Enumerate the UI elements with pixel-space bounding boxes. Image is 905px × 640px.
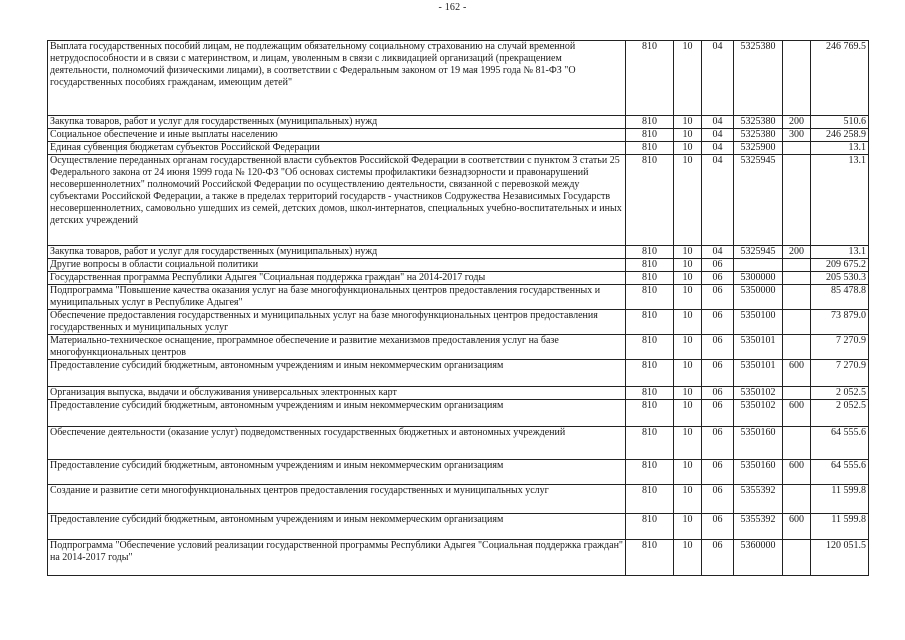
row-name: Осуществление переданных органам государственной власти субъектов Российской Федерации в соответствии с пунктом 3 статьи 25 Федерального закона от 24 июня 1999 года № 120-ФЗ "Об основах системы профилактики безнадзорности и правонарушений несовершеннолетних" полномочий Российской Федерации по осуществлению деятельности, связанной с перевозкой между субъектами Российской Федерации, а также в пределах территорий государств - участников Содружества Независимых Государств несовершеннолетних, самовольно ушедших из семей, детских домов, школ-интернатов, специальных учебно-воспитательных и иных детских учреждений xyxy=(48,155,626,246)
table-row xyxy=(48,310,869,335)
row-expense-type-code: 300 xyxy=(783,129,811,142)
row-section-code: 10 xyxy=(674,360,702,387)
row-ministry-code: 810 xyxy=(626,514,674,540)
row-ministry-code: 810 xyxy=(626,272,674,285)
table-row xyxy=(48,246,869,259)
row-section-code: 10 xyxy=(674,335,702,360)
row-name: Предоставление субсидий бюджетным, автономным учреждениям и иным некоммерческим организациям xyxy=(48,400,626,427)
row-amount: 64 555.6 xyxy=(811,427,869,460)
table-row xyxy=(48,155,869,246)
row-section-code: 10 xyxy=(674,272,702,285)
row-amount: 120 051.5 xyxy=(811,540,869,576)
row-subsection-code: 04 xyxy=(702,142,734,155)
row-name: Закупка товаров, работ и услуг для государственных (муниципальных) нужд xyxy=(48,116,626,129)
row-expense-type-code: 600 xyxy=(783,514,811,540)
row-target-code: 5350000 xyxy=(734,285,783,310)
row-amount: 7 270.9 xyxy=(811,360,869,387)
row-amount: 209 675.2 xyxy=(811,259,869,272)
row-ministry-code: 810 xyxy=(626,155,674,246)
row-amount: 510.6 xyxy=(811,116,869,129)
row-ministry-code: 810 xyxy=(626,259,674,272)
row-section-code: 10 xyxy=(674,155,702,246)
row-amount: 7 270.9 xyxy=(811,335,869,360)
row-expense-type-code xyxy=(783,41,811,116)
row-target-code: 5355392 xyxy=(734,514,783,540)
row-target-code: 5350102 xyxy=(734,400,783,427)
row-target-code xyxy=(734,259,783,272)
row-expense-type-code xyxy=(783,155,811,246)
row-amount: 205 530.3 xyxy=(811,272,869,285)
table-row xyxy=(48,387,869,400)
row-section-code: 10 xyxy=(674,259,702,272)
row-expense-type-code: 200 xyxy=(783,116,811,129)
row-expense-type-code: 200 xyxy=(783,246,811,259)
row-amount: 2 052.5 xyxy=(811,400,869,427)
table-row xyxy=(48,540,869,576)
row-amount: 246 769.5 xyxy=(811,41,869,116)
row-subsection-code: 06 xyxy=(702,360,734,387)
row-name: Предоставление субсидий бюджетным, автономным учреждениям и иным некоммерческим организациям xyxy=(48,360,626,387)
row-target-code: 5350102 xyxy=(734,387,783,400)
row-expense-type-code xyxy=(783,259,811,272)
row-subsection-code: 06 xyxy=(702,285,734,310)
row-target-code: 5325380 xyxy=(734,116,783,129)
row-expense-type-code xyxy=(783,427,811,460)
table-row xyxy=(48,116,869,129)
table-row xyxy=(48,400,869,427)
row-subsection-code: 06 xyxy=(702,400,734,427)
row-amount: 2 052.5 xyxy=(811,387,869,400)
row-amount: 13.1 xyxy=(811,246,869,259)
row-ministry-code: 810 xyxy=(626,387,674,400)
row-expense-type-code xyxy=(783,310,811,335)
row-subsection-code: 06 xyxy=(702,485,734,514)
row-amount: 11 599.8 xyxy=(811,514,869,540)
row-ministry-code: 810 xyxy=(626,116,674,129)
row-subsection-code: 06 xyxy=(702,259,734,272)
row-section-code: 10 xyxy=(674,142,702,155)
budget-table-body xyxy=(48,41,869,576)
row-name: Выплата государственных пособий лицам, не подлежащим обязательному социальному страхованию на случай временной нетрудоспособности и в связи с материнством, и лицам, уволенным в связи с ликвидацией организаций (прекращением деятельности, полномочий физическими лицами), в соответствии с Федеральным законом от 19 мая 1995 года № 81-ФЗ "О государственных пособиях гражданам, имеющим детей" xyxy=(48,41,626,116)
row-ministry-code: 810 xyxy=(626,285,674,310)
row-subsection-code: 06 xyxy=(702,427,734,460)
row-amount: 73 879.0 xyxy=(811,310,869,335)
row-expense-type-code xyxy=(783,540,811,576)
table-row xyxy=(48,285,869,310)
row-target-code: 5355392 xyxy=(734,485,783,514)
row-section-code: 10 xyxy=(674,514,702,540)
row-target-code: 5325945 xyxy=(734,246,783,259)
row-ministry-code: 810 xyxy=(626,360,674,387)
row-section-code: 10 xyxy=(674,387,702,400)
row-subsection-code: 06 xyxy=(702,540,734,576)
row-target-code: 5325380 xyxy=(734,129,783,142)
row-expense-type-code xyxy=(783,285,811,310)
row-expense-type-code xyxy=(783,335,811,360)
row-section-code: 10 xyxy=(674,400,702,427)
row-name: Обеспечение предоставления государственных и муниципальных услуг на базе многофункциональных центров предоставления государственных и муниципальных услуг xyxy=(48,310,626,335)
row-target-code: 5325900 xyxy=(734,142,783,155)
row-expense-type-code: 600 xyxy=(783,460,811,485)
row-ministry-code: 810 xyxy=(626,41,674,116)
row-subsection-code: 04 xyxy=(702,246,734,259)
row-subsection-code: 06 xyxy=(702,310,734,335)
row-subsection-code: 04 xyxy=(702,116,734,129)
row-name: Предоставление субсидий бюджетным, автономным учреждениям и иным некоммерческим организациям xyxy=(48,514,626,540)
row-subsection-code: 06 xyxy=(702,387,734,400)
row-expense-type-code xyxy=(783,485,811,514)
budget-table xyxy=(47,40,869,576)
row-target-code: 5350160 xyxy=(734,427,783,460)
table-row xyxy=(48,259,869,272)
table-row xyxy=(48,272,869,285)
row-target-code: 5360000 xyxy=(734,540,783,576)
row-amount: 246 258.9 xyxy=(811,129,869,142)
row-target-code: 5350100 xyxy=(734,310,783,335)
row-target-code: 5350160 xyxy=(734,460,783,485)
row-target-code: 5300000 xyxy=(734,272,783,285)
row-subsection-code: 04 xyxy=(702,41,734,116)
row-name: Материально-техническое оснащение, программное обеспечение и развитие механизмов предоставления услуг на базе многофункциональных центров xyxy=(48,335,626,360)
table-row xyxy=(48,129,869,142)
row-name: Другие вопросы в области социальной политики xyxy=(48,259,626,272)
row-amount: 85 478.8 xyxy=(811,285,869,310)
row-expense-type-code: 600 xyxy=(783,400,811,427)
row-name: Создание и развитие сети многофункциональных центров предоставления государственных и муниципальных услуг xyxy=(48,485,626,514)
row-name: Подпрограмма "Повышение качества оказания услуг на базе многофункциональных центров предоставления государственных и муниципальных услуг в Республике Адыгея" xyxy=(48,285,626,310)
row-target-code: 5350101 xyxy=(734,360,783,387)
row-section-code: 10 xyxy=(674,460,702,485)
row-section-code: 10 xyxy=(674,116,702,129)
row-ministry-code: 810 xyxy=(626,310,674,335)
row-ministry-code: 810 xyxy=(626,427,674,460)
row-expense-type-code xyxy=(783,142,811,155)
table-row xyxy=(48,142,869,155)
row-section-code: 10 xyxy=(674,285,702,310)
row-target-code: 5325380 xyxy=(734,41,783,116)
row-expense-type-code xyxy=(783,387,811,400)
row-section-code: 10 xyxy=(674,246,702,259)
row-section-code: 10 xyxy=(674,485,702,514)
row-ministry-code: 810 xyxy=(626,400,674,427)
row-amount: 13.1 xyxy=(811,155,869,246)
page-number: - 162 - xyxy=(438,2,467,13)
row-name: Подпрограмма "Обеспечение условий реализации государственной программы Республики Адыгея "Социальная поддержка граждан" на 2014-2017 годы" xyxy=(48,540,626,576)
row-subsection-code: 06 xyxy=(702,514,734,540)
row-expense-type-code xyxy=(783,272,811,285)
row-name: Государственная программа Республики Адыгея "Социальная поддержка граждан" на 2014-2017 годы xyxy=(48,272,626,285)
row-expense-type-code: 600 xyxy=(783,360,811,387)
row-name: Организация выпуска, выдачи и обслуживания универсальных электронных карт xyxy=(48,387,626,400)
table-row xyxy=(48,460,869,485)
row-ministry-code: 810 xyxy=(626,129,674,142)
row-ministry-code: 810 xyxy=(626,335,674,360)
row-target-code: 5325945 xyxy=(734,155,783,246)
row-name: Предоставление субсидий бюджетным, автономным учреждениям и иным некоммерческим организациям xyxy=(48,460,626,485)
row-section-code: 10 xyxy=(674,540,702,576)
table-row xyxy=(48,485,869,514)
row-section-code: 10 xyxy=(674,310,702,335)
row-ministry-code: 810 xyxy=(626,540,674,576)
row-subsection-code: 06 xyxy=(702,272,734,285)
row-name: Закупка товаров, работ и услуг для государственных (муниципальных) нужд xyxy=(48,246,626,259)
row-section-code: 10 xyxy=(674,129,702,142)
table-row xyxy=(48,427,869,460)
row-ministry-code: 810 xyxy=(626,142,674,155)
row-section-code: 10 xyxy=(674,41,702,116)
row-amount: 13.1 xyxy=(811,142,869,155)
table-row xyxy=(48,335,869,360)
row-subsection-code: 06 xyxy=(702,460,734,485)
table-row xyxy=(48,514,869,540)
table-row xyxy=(48,360,869,387)
row-ministry-code: 810 xyxy=(626,460,674,485)
row-amount: 64 555.6 xyxy=(811,460,869,485)
row-name: Единая субвенция бюджетам субъектов Российской Федерации xyxy=(48,142,626,155)
row-ministry-code: 810 xyxy=(626,485,674,514)
row-amount: 11 599.8 xyxy=(811,485,869,514)
row-subsection-code: 04 xyxy=(702,129,734,142)
row-ministry-code: 810 xyxy=(626,246,674,259)
row-subsection-code: 04 xyxy=(702,155,734,246)
row-subsection-code: 06 xyxy=(702,335,734,360)
row-name: Обеспечение деятельности (оказание услуг) подведомственных государственных бюджетных и автономных учреждений xyxy=(48,427,626,460)
row-name: Социальное обеспечение и иные выплаты населению xyxy=(48,129,626,142)
row-section-code: 10 xyxy=(674,427,702,460)
row-target-code: 5350101 xyxy=(734,335,783,360)
table-row xyxy=(48,41,869,116)
